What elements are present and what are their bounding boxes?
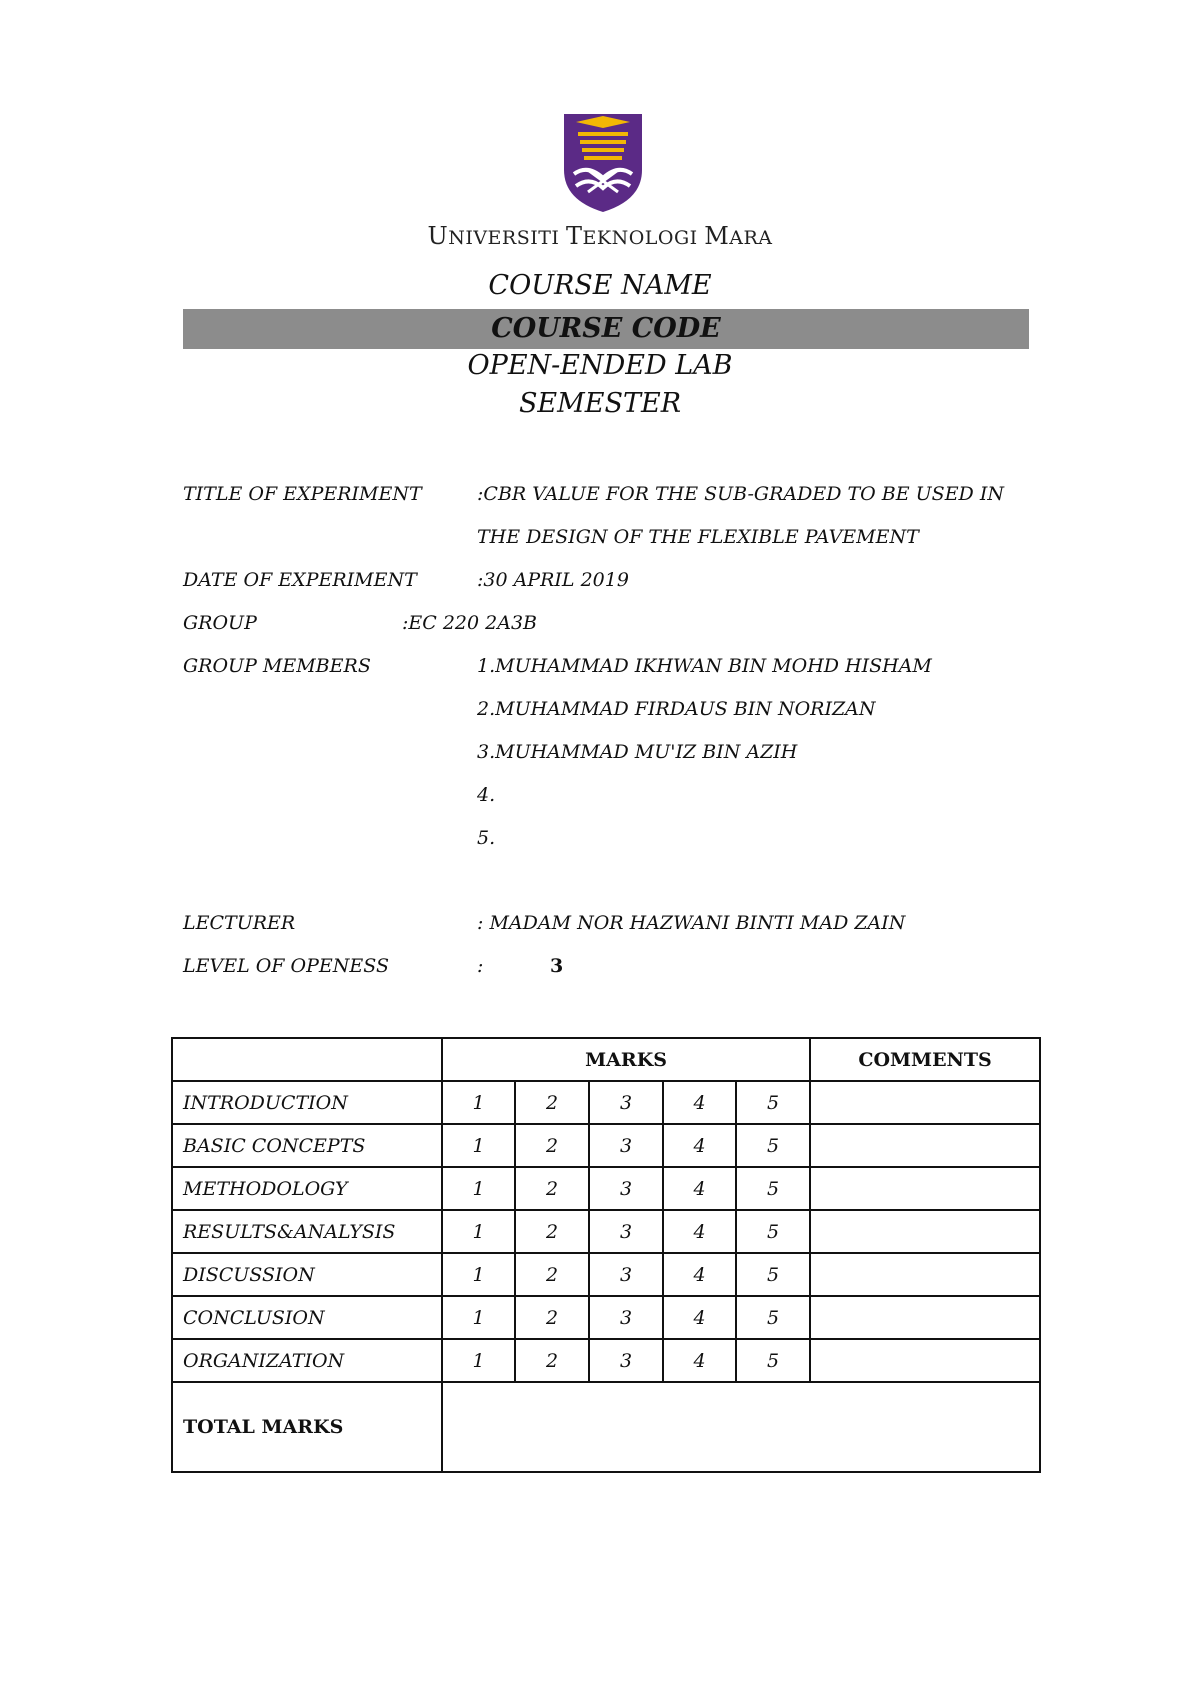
title-value-line2: THE DESIGN OF THE FLEXIBLE PAVEMENT — [477, 526, 919, 548]
group-label: GROUP — [183, 612, 257, 634]
table-row — [172, 1339, 1040, 1382]
score-5[interactable]: 5 — [736, 1210, 810, 1253]
score-3[interactable]: 3 — [589, 1167, 663, 1210]
score-5[interactable]: 5 — [736, 1296, 810, 1339]
score-4[interactable]: 4 — [663, 1081, 736, 1124]
comment-cell[interactable] — [810, 1081, 1040, 1124]
course-code-band — [183, 309, 1029, 349]
table-row — [172, 1296, 1040, 1339]
members-label: GROUP MEMBERS — [183, 655, 371, 677]
score-3[interactable]: 3 — [589, 1253, 663, 1296]
lab-type-heading: OPEN-ENDED LAB — [467, 350, 733, 381]
score-1[interactable]: 1 — [442, 1081, 515, 1124]
semester-heading: SEMESTER — [518, 388, 682, 419]
date-label: DATE OF EXPERIMENT — [183, 569, 417, 591]
openness-label: LEVEL OF OPENESS — [183, 955, 389, 977]
uitm-crest-icon — [562, 112, 644, 214]
score-1[interactable]: 1 — [442, 1124, 515, 1167]
lecturer-value: : MADAM NOR HAZWANI BINTI MAD ZAIN — [477, 912, 906, 934]
member-3: 3.MUHAMMAD MU'IZ BIN AZIH — [477, 741, 798, 763]
score-3[interactable]: 3 — [589, 1296, 663, 1339]
table-row — [172, 1124, 1040, 1167]
table-row — [172, 1167, 1040, 1210]
score-5[interactable]: 5 — [736, 1124, 810, 1167]
score-2[interactable]: 2 — [515, 1296, 589, 1339]
criterion-label: CONCLUSION — [172, 1296, 442, 1339]
title-label: TITLE OF EXPERIMENT — [183, 483, 422, 505]
course-name-heading: COURSE NAME — [488, 270, 712, 301]
comment-cell[interactable] — [810, 1124, 1040, 1167]
score-1[interactable]: 1 — [442, 1210, 515, 1253]
comment-cell[interactable] — [810, 1253, 1040, 1296]
comment-cell[interactable] — [810, 1339, 1040, 1382]
score-2[interactable]: 2 — [515, 1339, 589, 1382]
score-5[interactable]: 5 — [736, 1339, 810, 1382]
comment-cell[interactable] — [810, 1210, 1040, 1253]
score-1[interactable]: 1 — [442, 1167, 515, 1210]
member-2: 2.MUHAMMAD FIRDAUS BIN NORIZAN — [477, 698, 876, 720]
header-blank-cell — [172, 1038, 442, 1081]
score-2[interactable]: 2 — [515, 1253, 589, 1296]
score-4[interactable]: 4 — [663, 1124, 736, 1167]
score-2[interactable]: 2 — [515, 1081, 589, 1124]
score-5[interactable]: 5 — [736, 1081, 810, 1124]
member-4: 4. — [477, 784, 496, 806]
total-row — [172, 1382, 1040, 1472]
table-row — [172, 1253, 1040, 1296]
score-5[interactable]: 5 — [736, 1253, 810, 1296]
openness-value: 3 — [550, 955, 564, 977]
table-row — [172, 1081, 1040, 1124]
score-1[interactable]: 1 — [442, 1339, 515, 1382]
score-3[interactable]: 3 — [589, 1339, 663, 1382]
date-value: :30 APRIL 2019 — [477, 569, 629, 591]
score-1[interactable]: 1 — [442, 1253, 515, 1296]
score-3[interactable]: 3 — [589, 1124, 663, 1167]
score-1[interactable]: 1 — [442, 1296, 515, 1339]
criterion-label: INTRODUCTION — [172, 1081, 442, 1124]
criterion-label: BASIC CONCEPTS — [172, 1124, 442, 1167]
score-3[interactable]: 3 — [589, 1210, 663, 1253]
openness-colon: : — [477, 955, 484, 977]
score-4[interactable]: 4 — [663, 1167, 736, 1210]
score-5[interactable]: 5 — [736, 1167, 810, 1210]
marks-table — [171, 1037, 1041, 1473]
total-marks-label: TOTAL MARKS — [172, 1382, 442, 1472]
score-4[interactable]: 4 — [663, 1339, 736, 1382]
comment-cell[interactable] — [810, 1296, 1040, 1339]
score-2[interactable]: 2 — [515, 1167, 589, 1210]
marks-header: MARKS — [442, 1038, 810, 1081]
group-value: :EC 220 2A3B — [402, 612, 538, 634]
lecturer-label: LECTURER — [183, 912, 296, 934]
criterion-label: DISCUSSION — [172, 1253, 442, 1296]
comments-header: COMMENTS — [810, 1038, 1040, 1081]
score-2[interactable]: 2 — [515, 1210, 589, 1253]
course-code-heading: COURSE CODE — [491, 313, 721, 344]
university-name: UNIVERSITI TEKNOLOGI MARA — [427, 222, 773, 250]
criterion-label: RESULTS&ANALYSIS — [172, 1210, 442, 1253]
comment-cell[interactable] — [810, 1167, 1040, 1210]
table-row — [172, 1210, 1040, 1253]
total-marks-cell[interactable] — [442, 1382, 1040, 1472]
member-1: 1.MUHAMMAD IKHWAN BIN MOHD HISHAM — [477, 655, 932, 677]
score-2[interactable]: 2 — [515, 1124, 589, 1167]
criterion-label: ORGANIZATION — [172, 1339, 442, 1382]
score-4[interactable]: 4 — [663, 1296, 736, 1339]
criterion-label: METHODOLOGY — [172, 1167, 442, 1210]
score-4[interactable]: 4 — [663, 1253, 736, 1296]
score-4[interactable]: 4 — [663, 1210, 736, 1253]
table-header-row — [172, 1038, 1040, 1081]
title-value-line1: :CBR VALUE FOR THE SUB-GRADED TO BE USED IN — [477, 483, 1004, 505]
score-3[interactable]: 3 — [589, 1081, 663, 1124]
member-5: 5. — [477, 827, 496, 849]
